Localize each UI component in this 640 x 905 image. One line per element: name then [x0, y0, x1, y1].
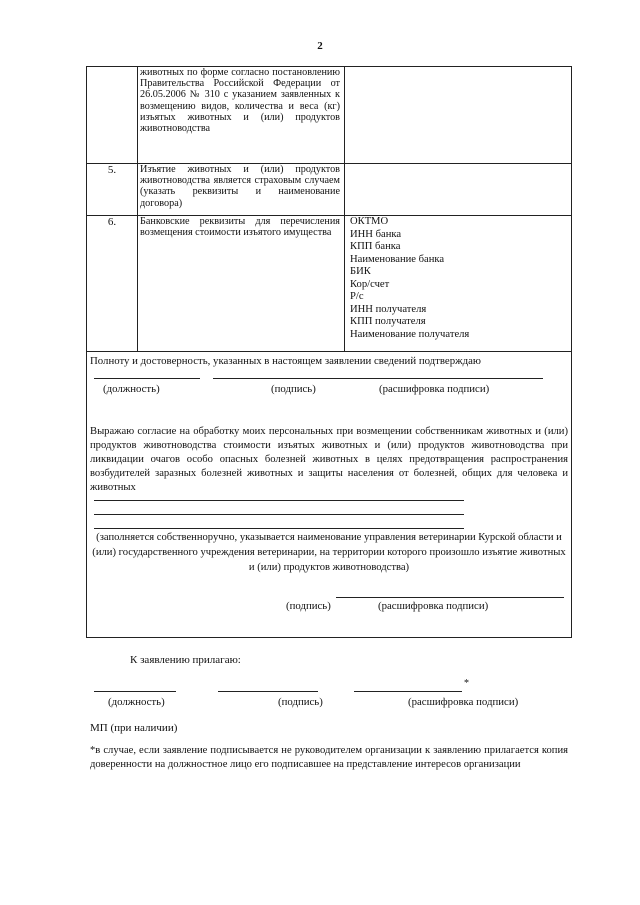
bank-field-bik: БИК	[350, 266, 371, 277]
position-label: (должность)	[103, 383, 160, 395]
bank-field-bank-kpp: КПП банка	[350, 241, 401, 252]
bank-field-recipient-name: Наименование получателя	[350, 328, 470, 340]
bank-details-list	[345, 216, 571, 351]
consent-signature-label: (подпись)	[286, 600, 331, 612]
signature-decoding-line[interactable]	[213, 378, 543, 379]
decoding-label: (расшифровка подписи)	[379, 383, 490, 395]
bottom-position-label: (должность)	[108, 696, 165, 708]
bottom-decoding-line[interactable]	[354, 691, 462, 692]
asterisk-mark: *	[464, 678, 469, 689]
bank-field-recipient-kpp: КПП получателя	[350, 316, 426, 327]
attachments-heading: К заявлению прилагаю:	[130, 654, 241, 666]
row-value-cell	[345, 67, 571, 163]
confirmation-statement: Полноту и достоверность, указанных в настоящем заявлении сведений подтверждаю	[90, 355, 481, 367]
bank-field-bank-inn: ИНН банка	[350, 228, 402, 240]
table-row	[87, 67, 571, 164]
row-description-text: животных по форме согласно постановлению Правительства Российской Федерации от 26.05.2006 № 310 с указанием заявленных к возмещению видов, количества и веса (кг) изъятых животных и (или) продуктов животноводства	[140, 67, 340, 135]
personal-data-consent: Выражаю согласие на обработку моих персональных при возмещении собственникам животных и (или) продуктов животноводства стоимости изъятых животных и (или) продуктов животноводства при ликвидации очагов особо опасных болезней животных в целях предотвращения распространения возбудителей заразных болезней животных и защиты населения от болезней, общих для человека и животных	[90, 426, 568, 493]
row-value-cell	[345, 164, 571, 215]
position-line[interactable]	[94, 378, 200, 379]
row-number: 6.	[87, 216, 138, 351]
row-description-text: Изъятие животных и (или) продуктов животноводства является страховым случаем (указать реквизиты и наименование договора)	[140, 164, 340, 209]
bottom-signature-label: (подпись)	[278, 696, 323, 708]
bank-field-account: Р/с	[350, 291, 364, 302]
handwritten-fill-note: (заполняется собственноручно, указывается наименование управления ветеринарии Курской области и (или) государственного учреждения ветеринарии, на территории которого произошло изъятие животных и (или) продуктов животноводства)	[92, 532, 566, 573]
handwritten-line-1[interactable]	[94, 500, 464, 501]
bank-field-bank-name: Наименование банка	[350, 253, 445, 265]
bank-field-corr-account: Кор/счет	[350, 278, 390, 290]
signature-label: (подпись)	[271, 383, 316, 395]
seal-placeholder: МП (при наличии)	[90, 722, 178, 734]
row-description	[137, 67, 345, 163]
bottom-position-line[interactable]	[94, 691, 176, 692]
consent-decoding-line[interactable]	[336, 597, 564, 598]
consent-decoding-label: (расшифровка подписи)	[378, 600, 489, 612]
table-row	[87, 216, 571, 352]
row-description-text: Банковские реквизиты для перечисления возмещения стоимости изъятого имущества	[140, 216, 340, 239]
bank-field-oktmo: ОКТМО	[350, 216, 389, 227]
handwritten-line-3[interactable]	[94, 528, 464, 529]
handwritten-line-2[interactable]	[94, 514, 464, 515]
bottom-decoding-label: (расшифровка подписи)	[408, 696, 519, 708]
footnote: *в случае, если заявление подписывается не руководителем организации к заявлению прилагается копия доверенности на должностное лицо его подписавшее на представление интересов организации	[90, 745, 568, 770]
bank-field-recipient-inn: ИНН получателя	[350, 303, 427, 315]
page-number: 2	[317, 40, 323, 52]
row-description	[137, 216, 345, 351]
row-number	[87, 67, 138, 163]
row-number: 5.	[87, 164, 138, 215]
bottom-signature-line[interactable]	[218, 691, 318, 692]
table-row	[87, 164, 571, 216]
row-description	[137, 164, 345, 215]
